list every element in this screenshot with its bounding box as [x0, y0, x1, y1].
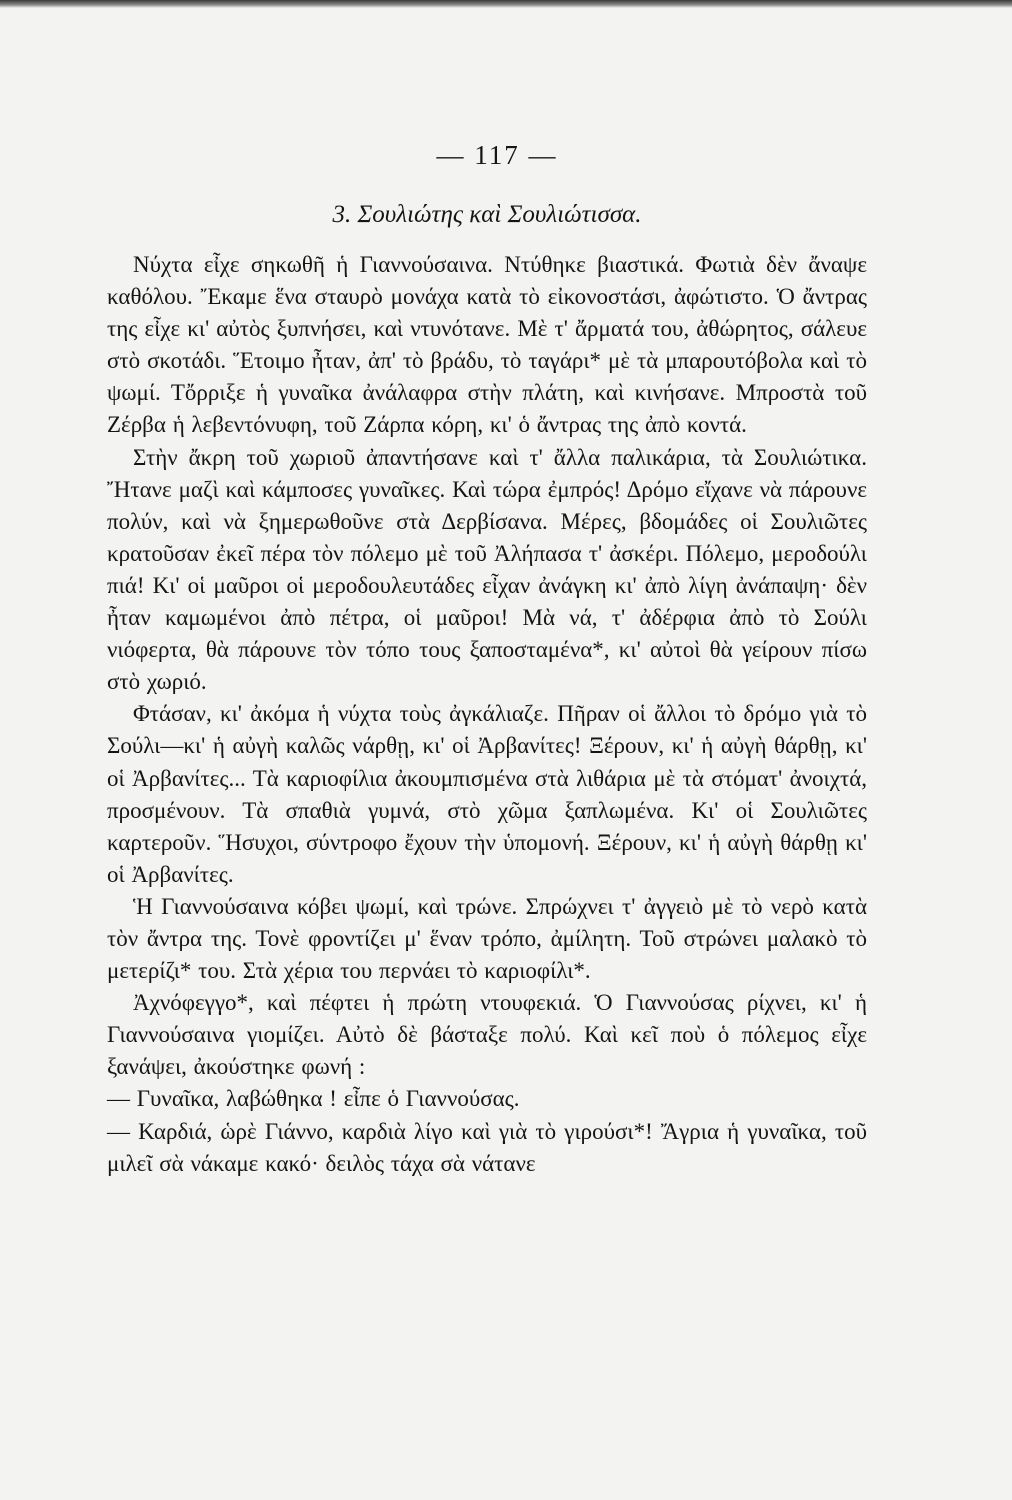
book-page	[107, 140, 867, 1180]
body-text	[107, 249, 867, 1180]
dialogue-line-1: — Γυναῖκα, λαβώθηκα ! εἶπε ὁ Γιαννούσας.	[107, 1086, 520, 1112]
page-number: — 117 —	[436, 140, 558, 170]
page-top-edge	[0, 0, 1012, 8]
paragraph-4: Ἡ Γιαννούσαινα κόβει ψωμί, καὶ τρώνε. Σπρώχνει τ' ἀγγειὸ μὲ τὸ νερὸ κατὰ τὸν ἄντρα της. Τονὲ φροντίζει μ' ἕναν τρόπο, ἀμίλητη. Τοῦ στρώνει μαλακὸ τὸ μετερίζι* του. Στὰ χέρια του περνάει τὸ καριοφίλι*.	[107, 893, 867, 984]
paragraph-2: Στὴν ἄκρη τοῦ χωριοῦ ἀπαντήσανε καὶ τ' ἄλλα παλικάρια, τὰ Σουλιώτικα. Ἤτανε μαζὶ καὶ κάμποσες γυναῖκες. Καὶ τώρα ἐμπρός! Δρόμο εἴχανε νὰ πάρουνε πολύν, καὶ νὰ ξημερωθοῦνε στὰ Δερβίσανα. Μέρες, βδομάδες οἱ Σουλιῶτες κρατοῦσαν ἐκεῖ πέρα τὸν πόλεμο μὲ τοῦ Ἀλήπασα τ' ἀσκέρι. Πόλεμο, μεροδούλι πιά! Κι' οἱ μαῦροι οἱ μεροδουλευτάδες εἶχαν ἀνάγκη κι' ἀπὸ λίγη ἀνάπαψη· δὲν ἦταν καμωμένοι ἀπὸ πέτρα, οἱ μαῦροι! Μὰ νά, τ' ἀδέρφια ἀπὸ τὸ Σούλι νιόφερτα, θὰ πάρουνε τὸν τόπο τους ξαποσταμένα*, κι' αὐτοὶ θὰ γείρουν πίσω στὸ χωριό.	[107, 444, 867, 695]
chapter-title: 3. Σουλιώτης καὶ Σουλιώτισσα.	[332, 201, 642, 228]
paragraph-5: Ἀχνόφεγγο*, καὶ πέφτει ἡ πρώτη ντουφεκιά. Ὁ Γιαννούσας ρίχνει, κι' ἡ Γιαννούσαινα γιομίζει. Αὐτὸ δὲ βάσταξε πολύ. Καὶ κεῖ ποὺ ὁ πόλεμος εἶχε ξανάψει, ἀκούστηκε φωνή :	[107, 990, 867, 1080]
dialogue-line-2: — Καρδιά, ὡρὲ Γιάννο, καρδιὰ λίγο καὶ γιὰ τὸ γιρούσι*! Ἄγρια ἡ γυναῖκα, τοῦ μιλεῖ σὰ νάκαμε κακό· δειλὸς τάχα σὰ νάτανε	[107, 1118, 867, 1176]
paragraph-1: Νύχτα εἶχε σηκωθῆ ἡ Γιαννούσαινα. Ντύθηκε βιαστικά. Φωτιὰ δὲν ἄναψε καθόλου. Ἔκαμε ἕνα σταυρὸ μονάχα κατὰ τὸ εἰκονοστάσι, ἀφώτιστο. Ὁ ἄντρας της εἶχε κι' αὐτὸς ξυπνήσει, καὶ ντυνότανε. Μὲ τ' ἄρματά του, ἀθώρητος, σάλευε στὸ σκοτάδι. Ἕτοιμο ἦταν, ἀπ' τὸ βράδυ, τὸ ταγάρι* μὲ τὰ μπαρουτόβολα καὶ τὸ ψωμί. Τὄρριξε ἡ γυναῖκα ἀνάλαφρα στὴν πλάτη, καὶ κινήσανε. Μπροστὰ τοῦ Ζέρβα ἡ λεβεντόνυφη, τοῦ Ζάρπα κόρη, κι' ὁ ἄντρας της ἀπὸ κοντά.	[107, 252, 867, 438]
paragraph-3: Φτάσαν, κι' ἀκόμα ἡ νύχτα τοὺς ἀγκάλιαζε. Πῆραν οἱ ἄλλοι τὸ δρόμο γιὰ τὸ Σούλι—κι' ἡ αὐγὴ καλῶς νάρθῃ, κι' οἱ Ἀρβανίτες! Ξέρουν, κι' ἡ αὐγὴ θάρθῃ, κι' οἱ Ἀρβανίτες... Τὰ καριοφίλια ἀκουμπισμένα στὰ λιθάρια μὲ τὰ στόματ' ἀνοιχτά, προσμένουν. Τὰ σπαθιὰ γυμνά, στὸ χῶμα ξαπλωμένα. Κι' οἱ Σουλιῶτες καρτεροῦν. Ἥσυχοι, σύντροφο ἔχουν τὴν ὑπομονή. Ξέρουν, κι' ἡ αὐγὴ θάρθῃ κι' οἱ Ἀρβανίτες.	[107, 701, 867, 887]
